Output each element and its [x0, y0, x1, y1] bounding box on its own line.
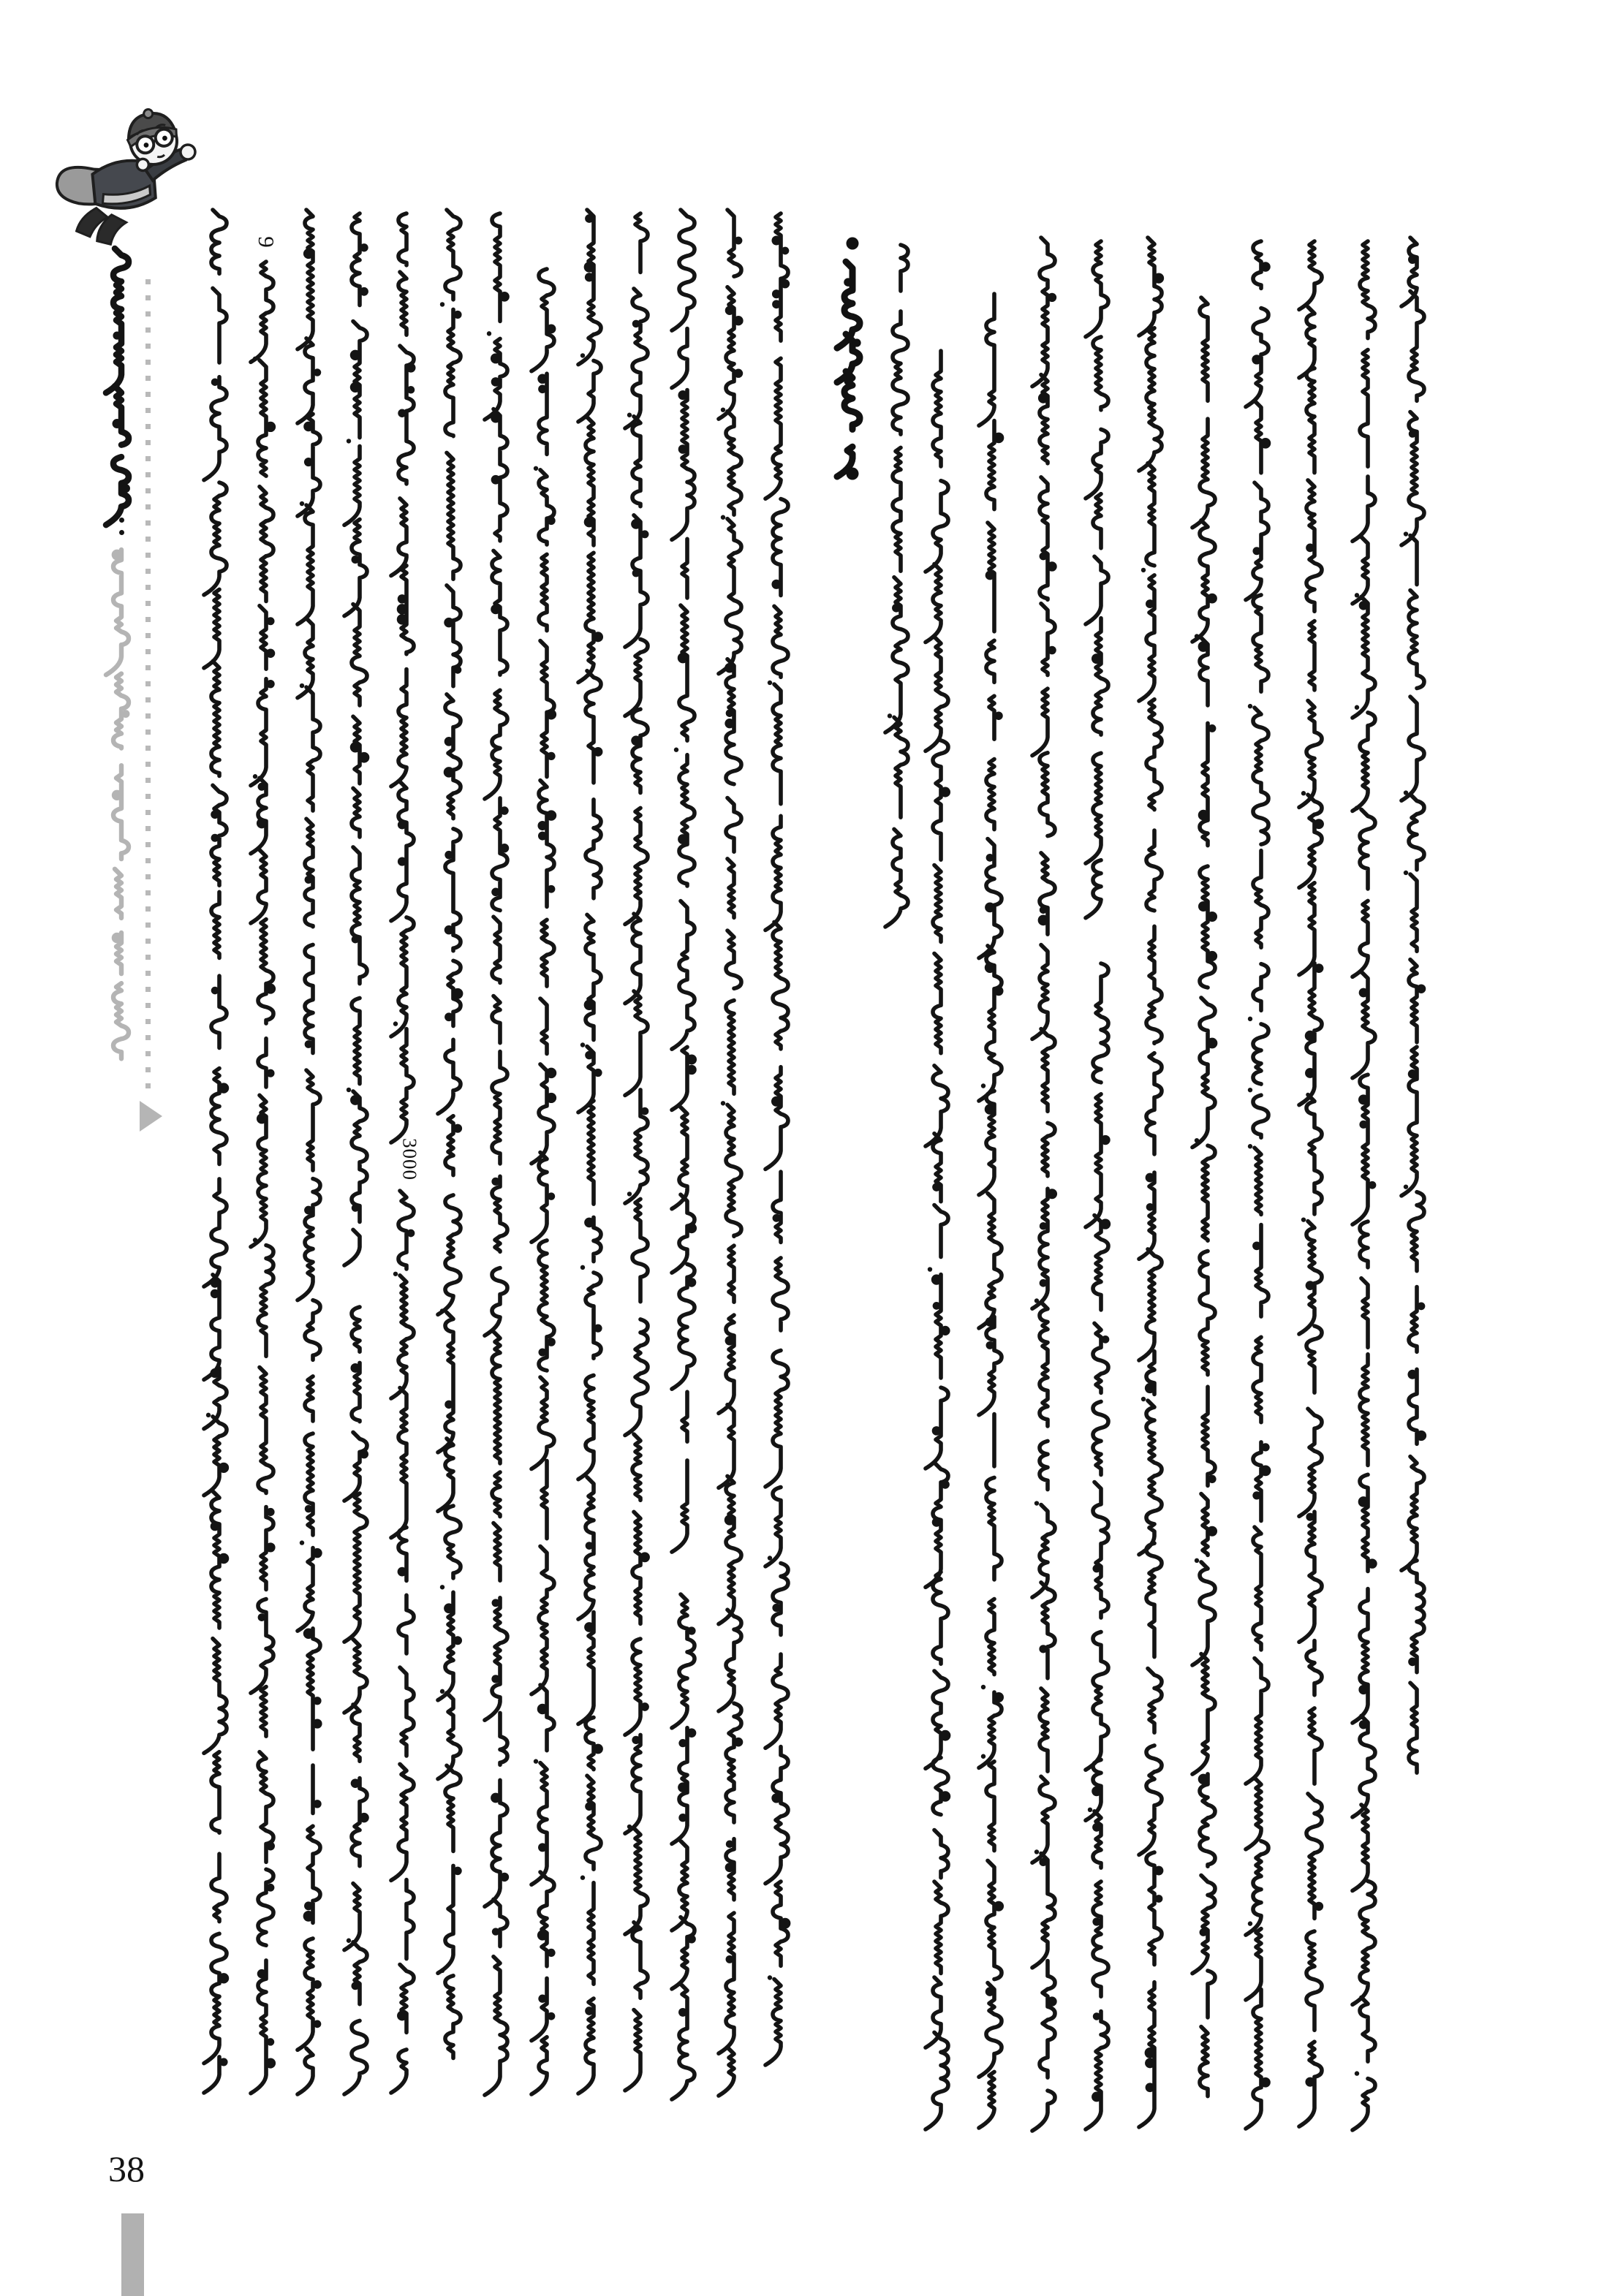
text-column: [204, 210, 229, 2093]
text-column: [672, 210, 697, 2099]
sidebar-arrow-icon: [140, 1101, 162, 1132]
inline-numeral-figure: 3000: [398, 1138, 421, 1181]
text-column: [885, 245, 908, 927]
heading-bullet-icon: [847, 238, 859, 250]
text-column: [1299, 241, 1324, 2126]
text-column: [438, 210, 463, 2058]
text-column: [1401, 238, 1426, 1773]
text-column: [1086, 241, 1111, 2129]
text-column: [1246, 241, 1271, 2129]
text-column: [926, 351, 950, 2129]
text-column: [1192, 298, 1217, 2096]
heading-bullet-icon: [847, 468, 859, 480]
text-column: [251, 262, 276, 2094]
page-number: 38: [108, 2148, 145, 2189]
text-column: [578, 210, 603, 2094]
text-column: [485, 213, 510, 2095]
text-column: [531, 269, 556, 2094]
text-column: [1032, 238, 1057, 2131]
sidebar-colon-mark: [117, 518, 126, 539]
inline-numeral-lesson: 9: [254, 236, 279, 248]
text-column: [765, 213, 790, 2065]
text-column: [719, 210, 744, 2096]
text-column: [979, 294, 1004, 2128]
text-column: [1139, 238, 1164, 2127]
footer-bar: [121, 2213, 144, 2296]
text-column: [298, 210, 322, 2094]
section-heading-column: [837, 238, 861, 480]
text-column: [344, 213, 369, 2094]
text-column: [625, 213, 650, 2091]
sidebar-dashed-line: [145, 279, 151, 1099]
sidebar-note-text: [106, 249, 130, 1058]
text-column: [1352, 241, 1377, 2130]
